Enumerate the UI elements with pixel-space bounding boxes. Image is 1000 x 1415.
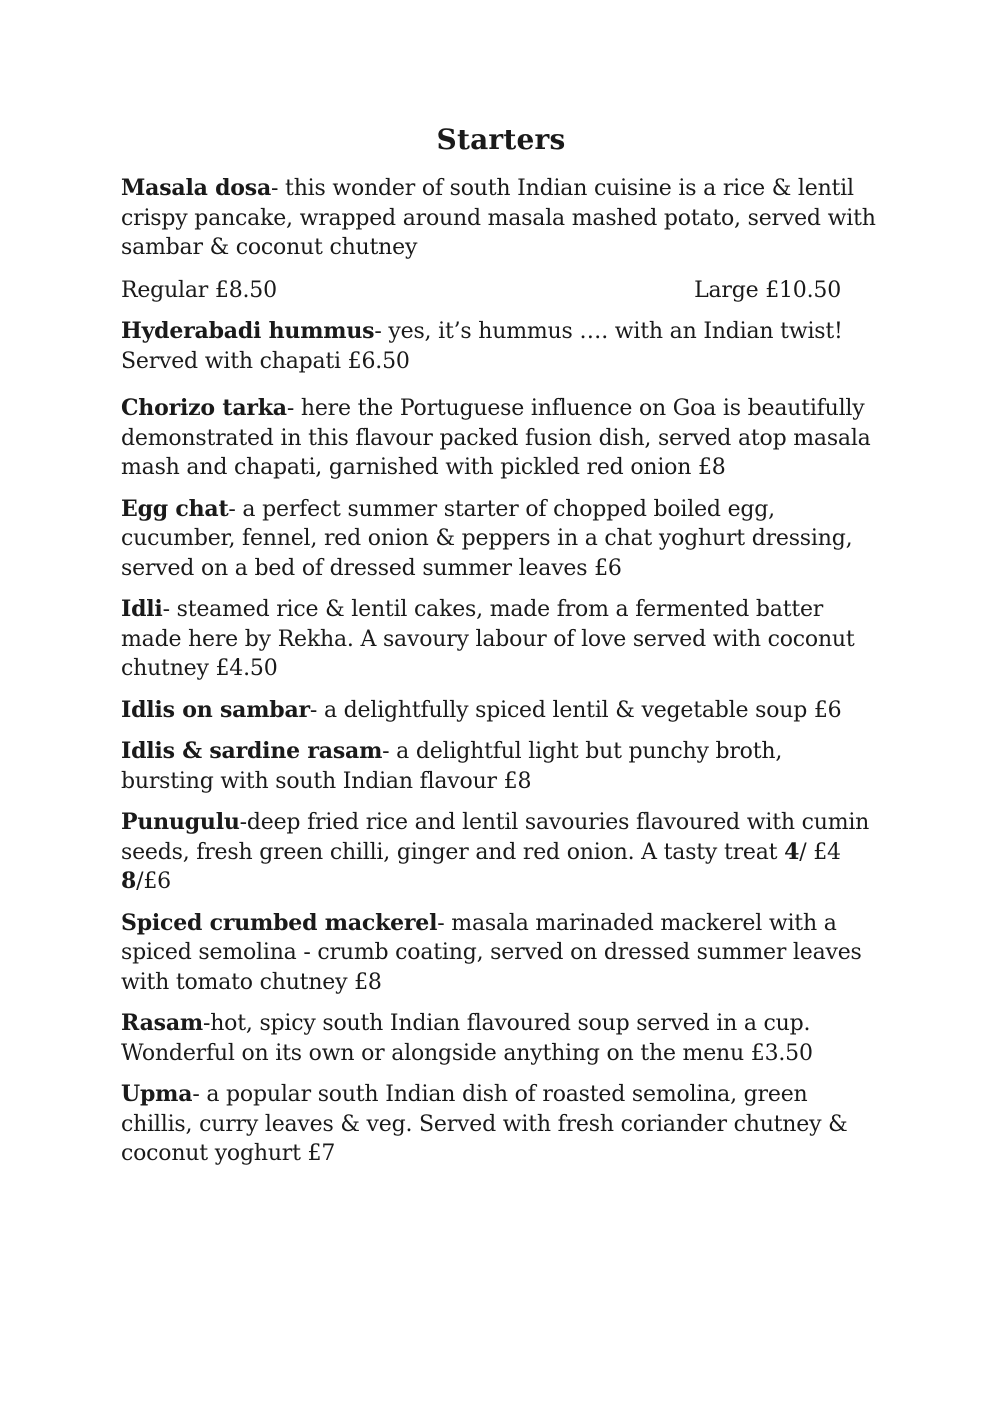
qty-large: 8 — [121, 868, 137, 894]
menu-item-upma — [121, 1080, 881, 1169]
item-name: Idli — [121, 596, 163, 622]
item-name: Rasam — [121, 1010, 203, 1036]
item-description: - here the Portuguese influence on Goa is beautifully demonstrated in this flavour packed fusion dish, served atop masala mash and chapati, garnished with pickled red onion £8 — [121, 396, 871, 480]
large-price: Large £10.50 — [694, 277, 841, 303]
item-name: Punugulu — [121, 809, 240, 835]
item-description: - a perfect summer starter of chopped boiled egg, cucumber, fennel, red onion & peppers in a chat yoghurt dressing, served on a bed of dressed summer leaves £6 — [121, 496, 853, 581]
price-small: / £4 — [799, 839, 841, 865]
menu-item-egg-chat — [121, 495, 881, 584]
item-description: - a delightfully spiced lentil & vegetable soup £6 — [309, 697, 842, 723]
item-description: - a popular south Indian dish of roasted semolina, green chillis, curry leaves & veg. Served with fresh coriander chutney & coconut yoghurt £7 — [121, 1082, 848, 1166]
menu-item-masala-dosa — [121, 174, 881, 263]
page-title: Starters — [436, 123, 566, 156]
menu-item-idlis-sardine-rasam — [121, 737, 881, 796]
menu-item-hyderabadi-hummus — [121, 317, 881, 376]
menu-item-chorizo-tarka — [121, 394, 881, 483]
menu-item-idli — [121, 595, 881, 684]
item-name: Masala dosa — [121, 175, 272, 201]
item-name: Idlis & sardine rasam — [121, 738, 383, 764]
item-name: Spiced crumbed mackerel — [121, 909, 438, 936]
item-description: - masala marinaded mackerel with a spiced semolina - crumb coating, served on dressed summer leaves with tomato chutney £8 — [121, 910, 862, 995]
menu-item-rasam — [121, 1009, 881, 1068]
masala-dosa-sizes — [121, 276, 841, 306]
item-name: Egg chat — [121, 495, 229, 522]
item-description: - this wonder of south Indian cuisine is a rice & lentil crispy pancake, wrapped around masala mashed potato, served with sambar & coconut chutney — [121, 176, 876, 260]
item-name: Idlis on sambar — [121, 696, 310, 723]
qty-small: 4 — [784, 838, 800, 865]
regular-price: Regular £8.50 — [121, 277, 277, 303]
item-description: -hot, spicy south Indian flavoured soup served in a cup. Wonderful on its own or alongside anything on the menu £3.50 — [121, 1011, 813, 1066]
item-description: -deep fried rice and lentil savouries flavoured with cumin seeds, fresh green chilli, ginger and red onion. A tasty treat — [121, 810, 870, 865]
item-name: Chorizo tarka — [121, 395, 287, 421]
item-name: Upma — [121, 1081, 193, 1107]
menu-item-spiced-crumbed-mackerel — [121, 909, 881, 998]
menu-item-punugulu — [121, 808, 881, 897]
item-description: - steamed rice & lentil cakes, made from a fermented batter made here by Rekha. A savoury labour of love served with coconut chutney £4.50 — [121, 597, 855, 681]
item-description: - a delightful light but punchy broth, bursting with south Indian flavour £8 — [121, 739, 783, 794]
item-description: - yes, it’s hummus …. with an Indian twist! Served with chapati £6.50 — [121, 319, 843, 374]
item-name: Hyderabadi hummus — [121, 318, 375, 344]
menu-page — [121, 122, 881, 1181]
price-large: /£6 — [136, 869, 171, 894]
menu-item-idlis-on-sambar — [121, 696, 881, 726]
